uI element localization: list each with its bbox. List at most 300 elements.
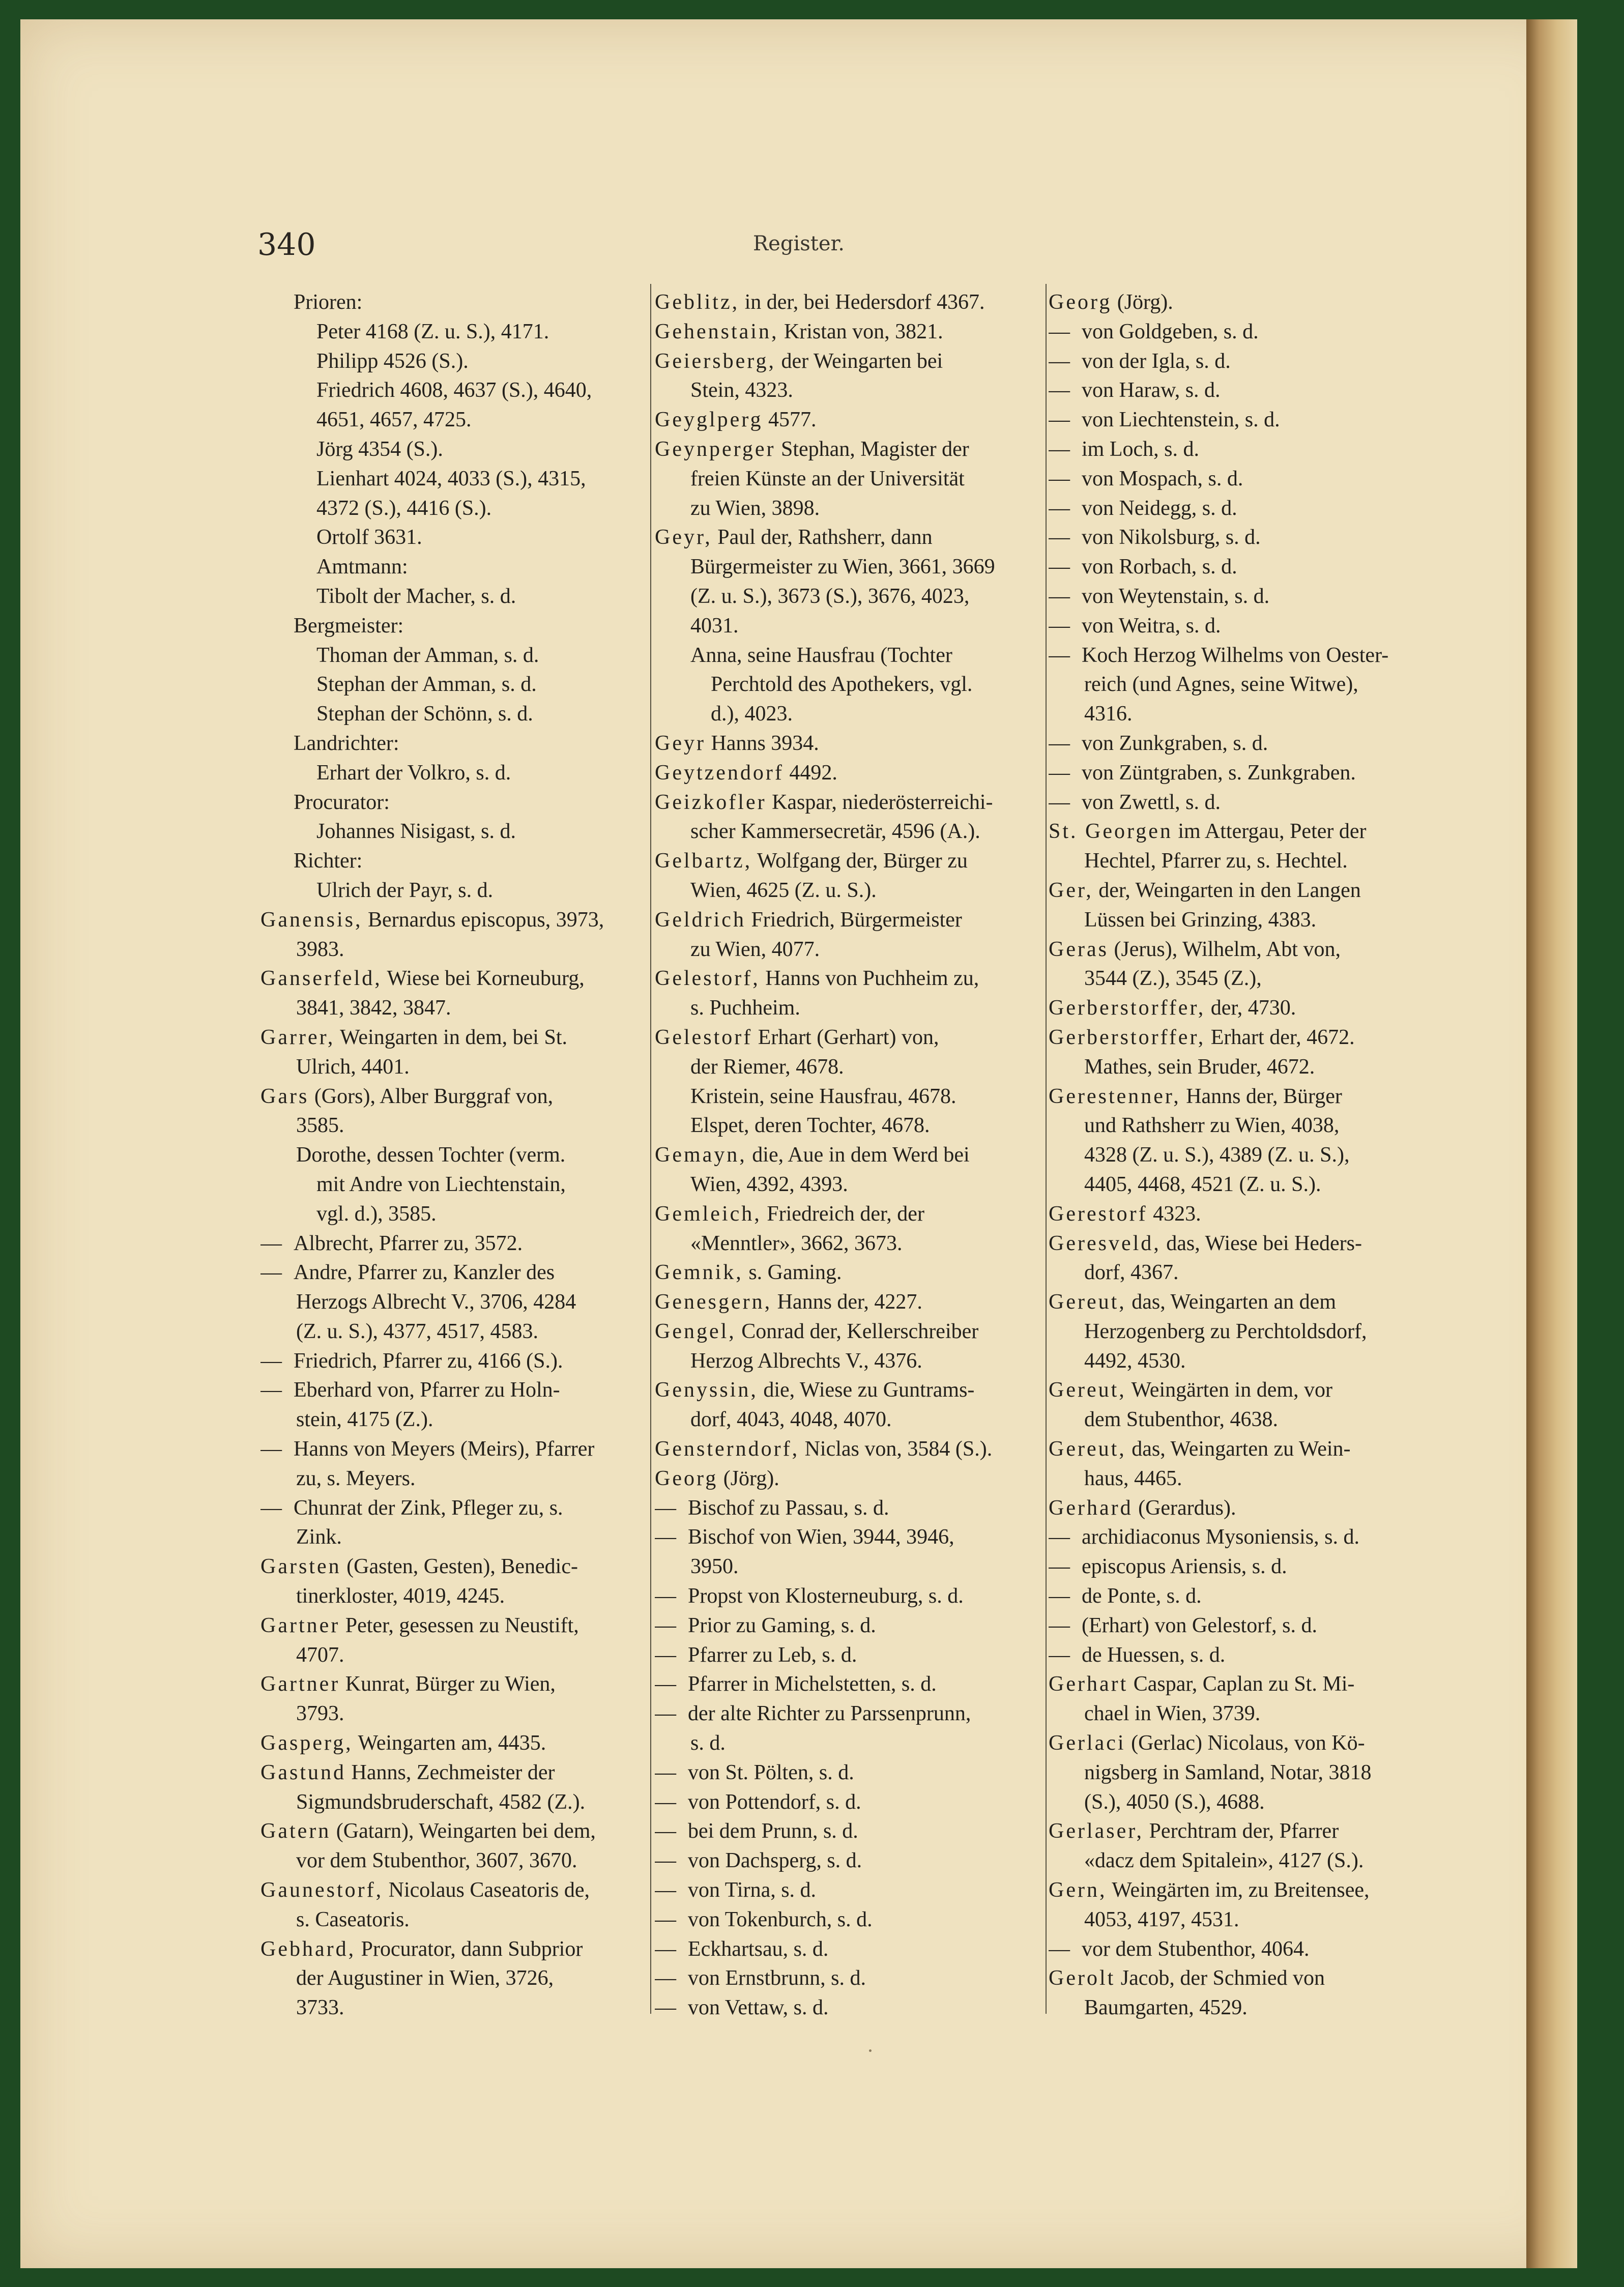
index-line [655, 406, 1049, 435]
index-text: Kristein, seine Hausfrau, 4678. [690, 1084, 956, 1108]
index-line [1049, 317, 1443, 347]
index-line [655, 494, 1049, 524]
index-text: (S.), 4050 (S.), 4688. [1084, 1790, 1265, 1814]
ditto-dash: — [1049, 349, 1070, 373]
index-text: 3983. [296, 937, 344, 961]
index-line [1049, 1347, 1443, 1376]
index-text: Jacob, der Schmied von [1120, 1966, 1325, 1990]
index-text: der, 4730. [1210, 996, 1296, 1020]
index-headword: Geyglperg [655, 408, 763, 432]
index-text: 4405, 4468, 4521 (Z. u. S.). [1084, 1172, 1321, 1196]
ditto-dash: — [1049, 790, 1070, 814]
index-line [1049, 347, 1443, 377]
index-headword: Ger, [1049, 878, 1093, 902]
index-text: Conrad der, Kellerschreiber [741, 1319, 979, 1343]
index-text: de Ponte, s. d. [1082, 1584, 1202, 1608]
ditto-dash: — [655, 1496, 676, 1520]
index-line [260, 1699, 652, 1729]
index-text: Wien, 4625 (Z. u. S.). [690, 878, 877, 902]
index-line [655, 1582, 1049, 1611]
index-headword: Gerestenner, [1049, 1084, 1181, 1108]
index-headword: Gebhard, [260, 1937, 356, 1961]
index-text: Procurator: [294, 790, 390, 814]
index-text: der Riemer, 4678. [690, 1055, 844, 1079]
ditto-dash: — [1049, 1643, 1070, 1667]
index-text: Erhart der, 4672. [1210, 1025, 1355, 1049]
index-headword: Gemayn, [655, 1143, 747, 1167]
index-text: das, Weingarten an dem [1132, 1290, 1336, 1314]
index-text: der, Weingarten in den Langen [1098, 878, 1361, 902]
index-headword: Geytzendorf [655, 761, 784, 785]
ditto-dash: — [1049, 1584, 1070, 1608]
index-line [655, 347, 1049, 377]
index-line [1049, 1258, 1443, 1288]
index-text: Niclas von, 3584 (S.). [804, 1437, 993, 1461]
index-line [1049, 1200, 1443, 1229]
index-line [260, 1405, 652, 1435]
index-line [260, 1347, 652, 1376]
index-text: 3585. [296, 1114, 344, 1138]
index-text: bei dem Prunn, s. d. [688, 1819, 858, 1843]
index-line [260, 376, 652, 406]
index-line [260, 1464, 652, 1494]
index-text: s. Gaming. [748, 1261, 842, 1285]
index-text: in der, bei Hedersdorf 4367. [744, 291, 985, 314]
index-headword: Geiersberg, [655, 349, 776, 373]
index-text: Stephan der Schönn, s. d. [316, 702, 533, 726]
ditto-dash: — [1049, 467, 1070, 490]
index-headword: Gereut, [1049, 1437, 1126, 1461]
index-text: episcopus Ariensis, s. d. [1082, 1555, 1287, 1579]
index-text: 4328 (Z. u. S.), 4389 (Z. u. S.), [1084, 1143, 1350, 1167]
index-line [260, 1846, 652, 1876]
index-text: Hanns, Zechmeister der [351, 1760, 555, 1784]
index-line [1049, 670, 1443, 700]
index-text: Herzog Albrechts V., 4376. [690, 1349, 922, 1373]
index-line [1049, 994, 1443, 1023]
index-line [260, 1435, 652, 1464]
index-line [1049, 1053, 1443, 1082]
index-line [260, 1788, 652, 1817]
index-headword: Gartner [260, 1613, 340, 1637]
index-line [1049, 612, 1443, 641]
index-headword: Gern, [1049, 1878, 1107, 1902]
index-line [260, 288, 652, 317]
ditto-dash: — [655, 1790, 676, 1814]
index-line [655, 376, 1049, 406]
index-text: Wien, 4392, 4393. [690, 1172, 848, 1196]
index-line [260, 1611, 652, 1641]
index-text: Albrecht, Pfarrer zu, 3572. [294, 1231, 523, 1255]
index-headword: Gengel, [655, 1319, 736, 1343]
index-text: (Gasten, Gesten), Benedic- [346, 1555, 578, 1579]
index-text: Erhart der Volkro, s. d. [316, 761, 511, 785]
index-text: 3733. [296, 1996, 344, 2020]
index-text: vgl. d.), 3585. [316, 1202, 437, 1226]
index-line [655, 1788, 1049, 1817]
index-text: von Ernstbrunn, s. d. [688, 1966, 866, 1990]
index-text: Erhart (Gerhart) von, [758, 1025, 939, 1049]
index-line [260, 612, 652, 641]
index-text: archidiaconus Mysoniensis, s. d. [1082, 1525, 1359, 1549]
index-line [655, 1670, 1049, 1699]
index-headword: Gartner [260, 1672, 340, 1696]
index-text: Perchtold des Apothekers, vgl. [711, 673, 973, 697]
index-text: haus, 4465. [1084, 1466, 1182, 1490]
index-line [1049, 1935, 1443, 1964]
index-text: von Liechtenstein, s. d. [1082, 408, 1280, 432]
index-column-3 [1049, 288, 1443, 2023]
index-text: d.), 4023. [711, 702, 793, 726]
index-headword: Gelestorf, [655, 967, 760, 991]
index-line [655, 1523, 1049, 1552]
index-text: Baumgarten, 4529. [1084, 1996, 1248, 2020]
index-line [655, 1023, 1049, 1053]
index-headword: Gerlaci [1049, 1731, 1126, 1755]
index-line [655, 288, 1049, 317]
index-line [260, 994, 652, 1023]
ditto-dash: — [1049, 1937, 1070, 1961]
ditto-dash: — [655, 1760, 676, 1784]
index-line [655, 1846, 1049, 1876]
index-line [655, 317, 1049, 347]
index-line [1049, 700, 1443, 729]
index-line [655, 788, 1049, 818]
index-line [655, 1111, 1049, 1141]
index-text: Procurator, dann Subprior [361, 1937, 583, 1961]
index-line [260, 553, 652, 582]
index-text: Sigmundsbruderschaft, 4582 (Z.). [296, 1790, 586, 1814]
index-text: von Zwettl, s. d. [1082, 790, 1221, 814]
ditto-dash: — [655, 1672, 676, 1696]
ditto-dash: — [1049, 555, 1070, 579]
index-line [260, 759, 652, 788]
index-text: mit Andre von Liechtenstain, [316, 1172, 566, 1196]
index-line [1049, 1023, 1443, 1053]
index-text: dorf, 4367. [1084, 1261, 1179, 1285]
index-line [1049, 1817, 1443, 1846]
index-text: von der Igla, s. d. [1082, 349, 1231, 373]
index-line [260, 817, 652, 847]
index-line [260, 1935, 652, 1964]
index-text: 4492, 4530. [1084, 1349, 1186, 1373]
index-text: Thoman der Amman, s. d. [316, 643, 539, 667]
index-text: Bischof von Wien, 3944, 3946, [688, 1525, 954, 1549]
index-line [655, 582, 1049, 612]
index-text: von Goldgeben, s. d. [1082, 320, 1259, 343]
index-line [260, 1670, 652, 1699]
index-line [260, 700, 652, 729]
ditto-dash: — [1049, 496, 1070, 520]
index-text: die, Aue in dem Werd bei [752, 1143, 970, 1167]
index-line [655, 1229, 1049, 1259]
index-headword: Ganensis, [260, 908, 363, 932]
index-text: Perchtram der, Pfarrer [1149, 1819, 1339, 1843]
index-line [260, 1053, 652, 1082]
ditto-dash: — [1049, 761, 1070, 785]
index-line [655, 1876, 1049, 1905]
index-text: Hanns der, Bürger [1186, 1084, 1342, 1108]
index-text: zu, s. Meyers. [296, 1466, 416, 1490]
index-text: 4316. [1084, 702, 1133, 726]
index-line [655, 1993, 1049, 2023]
index-text: vor dem Stubenthor, 4064. [1082, 1937, 1310, 1961]
index-headword: Geblitz, [655, 291, 740, 314]
index-headword: Gerestorf [1049, 1202, 1148, 1226]
index-line [1049, 376, 1443, 406]
index-headword: Geresveld, [1049, 1231, 1161, 1255]
index-text: Anna, seine Hausfrau (Tochter [690, 643, 952, 667]
ditto-dash: — [655, 1878, 676, 1902]
index-text: Ulrich, 4401. [296, 1055, 410, 1079]
ditto-dash: — [1049, 1613, 1070, 1637]
index-line [1049, 1729, 1443, 1758]
index-line [655, 523, 1049, 553]
index-text: Bischof zu Passau, s. d. [688, 1496, 889, 1520]
index-line [260, 1964, 652, 1993]
index-headword: Gerhard [1049, 1496, 1133, 1520]
ink-speck [869, 2049, 872, 2052]
ditto-dash: — [655, 1584, 676, 1608]
page-number: 340 [257, 227, 316, 263]
index-text: Friedrich, Bürgermeister [751, 908, 962, 932]
index-text: Lienhart 4024, 4033 (S.), 4315, [316, 467, 586, 490]
index-line [260, 1288, 652, 1317]
index-line [260, 1552, 652, 1582]
index-text: 4577. [768, 408, 817, 432]
ditto-dash: — [1049, 731, 1070, 755]
index-line [655, 1347, 1049, 1376]
index-text: 4053, 4197, 4531. [1084, 1907, 1239, 1931]
index-text: de Huessen, s. d. [1082, 1643, 1226, 1667]
index-line [1049, 759, 1443, 788]
index-column-2 [655, 288, 1049, 2023]
index-line [655, 1494, 1049, 1523]
index-line [260, 1170, 652, 1200]
index-line [1049, 1758, 1443, 1788]
index-line [260, 1582, 652, 1611]
index-line [1049, 1464, 1443, 1494]
index-text: Herzogs Albrecht V., 3706, 4284 [296, 1290, 576, 1314]
index-headword: Garsten [260, 1555, 341, 1579]
index-text: Dorothe, dessen Tochter (verm. [296, 1143, 566, 1167]
index-line [1049, 1435, 1443, 1464]
index-line [655, 1317, 1049, 1347]
index-line [260, 1817, 652, 1846]
index-text: Wiese bei Korneuburg, [387, 967, 585, 991]
index-line [260, 1993, 652, 2023]
index-line [260, 1494, 652, 1523]
index-text: von Zunkgraben, s. d. [1082, 731, 1268, 755]
index-text: Pfarrer zu Leb, s. d. [688, 1643, 857, 1667]
index-text: von Neidegg, s. d. [1082, 496, 1237, 520]
index-line [260, 1200, 652, 1229]
index-text: s. d. [690, 1731, 726, 1755]
index-text: Johannes Nisigast, s. d. [316, 820, 516, 844]
index-text: Jörg 4354 (S.). [316, 437, 443, 461]
index-line [655, 1258, 1049, 1288]
index-line [260, 1876, 652, 1905]
index-line [260, 729, 652, 759]
index-text: Bergmeister: [294, 614, 404, 638]
index-line [260, 1376, 652, 1405]
index-text: Bürgermeister zu Wien, 3661, 3669 [690, 555, 995, 579]
index-line [655, 1641, 1049, 1670]
index-text: Bernardus episcopus, 3973, [367, 908, 604, 932]
index-text: im Attergau, Peter der [1178, 820, 1367, 844]
index-text: Herzogenberg zu Perchtoldsdorf, [1084, 1319, 1367, 1343]
index-line [1049, 523, 1443, 553]
ditto-dash: — [655, 1907, 676, 1931]
index-headword: Gensterndorf, [655, 1437, 800, 1461]
index-text: 4323. [1153, 1202, 1201, 1226]
ditto-dash: — [1049, 1555, 1070, 1579]
index-text: «dacz dem Spitalein», 4127 (S.). [1084, 1849, 1364, 1873]
index-text: von Weitra, s. d. [1082, 614, 1221, 638]
index-text: stein, 4175 (Z.). [296, 1408, 433, 1432]
index-line [1049, 435, 1443, 465]
index-line [1049, 1699, 1443, 1729]
index-text: (Jörg). [723, 1466, 779, 1490]
index-text: chael in Wien, 3739. [1084, 1702, 1261, 1726]
index-text: Amtmann: [316, 555, 408, 579]
index-headword: Georg [1049, 291, 1112, 314]
index-text: von Mospach, s. d. [1082, 467, 1243, 490]
index-text: tinerkloster, 4019, 4245. [296, 1584, 505, 1608]
index-text: von Weytenstain, s. d. [1082, 584, 1270, 608]
index-line [655, 1376, 1049, 1405]
index-text: der Augustiner in Wien, 3726, [296, 1966, 554, 1990]
index-headword: Gemleich, [655, 1202, 762, 1226]
index-text: das, Weingarten zu Wein- [1132, 1437, 1351, 1461]
index-line [655, 612, 1049, 641]
index-line [1049, 906, 1443, 935]
index-headword: Geyr, [655, 526, 712, 549]
ditto-dash: — [1049, 526, 1070, 549]
index-text: Stephan der Amman, s. d. [316, 673, 537, 697]
ditto-dash: — [655, 1702, 676, 1726]
ditto-dash: — [1049, 320, 1070, 343]
index-text: Prior zu Gaming, s. d. [688, 1613, 876, 1637]
ditto-dash: — [260, 1231, 282, 1255]
index-headword: St. Georgen [1049, 820, 1173, 844]
index-line [260, 1258, 652, 1288]
index-text: Ulrich der Payr, s. d. [316, 878, 494, 902]
index-text: Propst von Klosterneuburg, s. d. [688, 1584, 964, 1608]
index-text: Elspet, deren Tochter, 4678. [690, 1114, 930, 1138]
index-line [1049, 582, 1443, 612]
ditto-dash: — [1049, 437, 1070, 461]
index-line [1049, 494, 1443, 524]
ditto-dash: — [260, 1437, 282, 1461]
index-text: s. Caseatoris. [296, 1907, 410, 1931]
index-text: der alte Richter zu Parssenprunn, [688, 1702, 971, 1726]
index-headword: Gelestorf [655, 1025, 753, 1049]
index-line [655, 817, 1049, 847]
index-line [260, 1905, 652, 1935]
index-headword: Gars [260, 1084, 309, 1108]
index-text: Richter: [294, 849, 363, 873]
index-text: 3950. [690, 1555, 739, 1579]
index-text: Chunrat der Zink, Pfleger zu, s. [294, 1496, 563, 1520]
ditto-dash: — [655, 1643, 676, 1667]
index-text: das, Wiese bei Heders- [1166, 1231, 1362, 1255]
index-text: (Gerlac) Nicolaus, von Kö- [1131, 1731, 1365, 1755]
index-line [655, 700, 1049, 729]
index-line [1049, 847, 1443, 876]
index-headword: Gerberstorffer, [1049, 996, 1206, 1020]
index-text: Tibolt der Macher, s. d. [316, 584, 516, 608]
ditto-dash: — [655, 1849, 676, 1873]
index-text: Peter, gesessen zu Neustift, [345, 1613, 579, 1637]
index-line [260, 1729, 652, 1758]
index-line [1049, 1641, 1443, 1670]
ditto-dash: — [655, 1937, 676, 1961]
index-line [1049, 1670, 1443, 1699]
index-text: im Loch, s. d. [1082, 437, 1199, 461]
index-line [1049, 817, 1443, 847]
running-head: Register. [753, 232, 845, 255]
index-text: Friedreich der, der [767, 1202, 924, 1226]
index-line [655, 1435, 1049, 1464]
ditto-dash: — [655, 1996, 676, 2020]
index-line [655, 553, 1049, 582]
index-headword: Gerhart [1049, 1672, 1128, 1696]
index-headword: Garrer, [260, 1025, 335, 1049]
index-line [260, 494, 652, 524]
index-line [260, 1229, 652, 1259]
index-text: die, Wiese zu Guntrams- [763, 1378, 975, 1402]
index-line [260, 964, 652, 994]
book-page [20, 19, 1577, 2268]
index-text: Lüssen bei Grinzing, 4383. [1084, 908, 1317, 932]
index-text: Ortolf 3631. [316, 526, 422, 549]
index-text: Weingärten im, zu Breitensee, [1112, 1878, 1370, 1902]
index-line [1049, 641, 1443, 671]
index-line [1049, 1317, 1443, 1347]
index-line [1049, 1993, 1443, 2023]
index-line [655, 1053, 1049, 1082]
index-text: Hanns von Puchheim zu, [765, 967, 979, 991]
index-line [260, 1317, 652, 1347]
index-headword: Genyssin, [655, 1378, 758, 1402]
index-headword: Geizkofler [655, 790, 767, 814]
index-line [260, 935, 652, 965]
index-line [655, 1141, 1049, 1170]
index-line [260, 1523, 652, 1552]
index-line [260, 1141, 652, 1170]
index-line [260, 1023, 652, 1053]
index-line [655, 729, 1049, 759]
index-line [655, 465, 1049, 494]
index-headword: Gerolt [1049, 1966, 1116, 1990]
ditto-dash: — [655, 1525, 676, 1549]
index-line [1049, 1170, 1443, 1200]
ditto-dash: — [260, 1496, 282, 1520]
index-text: Weingärten in dem, vor [1131, 1378, 1333, 1402]
index-text: Stein, 4323. [690, 379, 793, 402]
index-text: von Rorbach, s. d. [1082, 555, 1237, 579]
index-text: Eckhartsau, s. d. [688, 1937, 829, 1961]
index-line [655, 1552, 1049, 1582]
index-text: Paul der, Rathsherr, dann [717, 526, 933, 549]
index-headword: Geyr [655, 731, 706, 755]
index-text: Andre, Pfarrer zu, Kanzler des [294, 1261, 555, 1285]
index-line [1049, 729, 1443, 759]
ditto-dash: — [1049, 643, 1070, 667]
book-gutter [1526, 19, 1577, 2268]
ditto-dash: — [260, 1349, 282, 1373]
